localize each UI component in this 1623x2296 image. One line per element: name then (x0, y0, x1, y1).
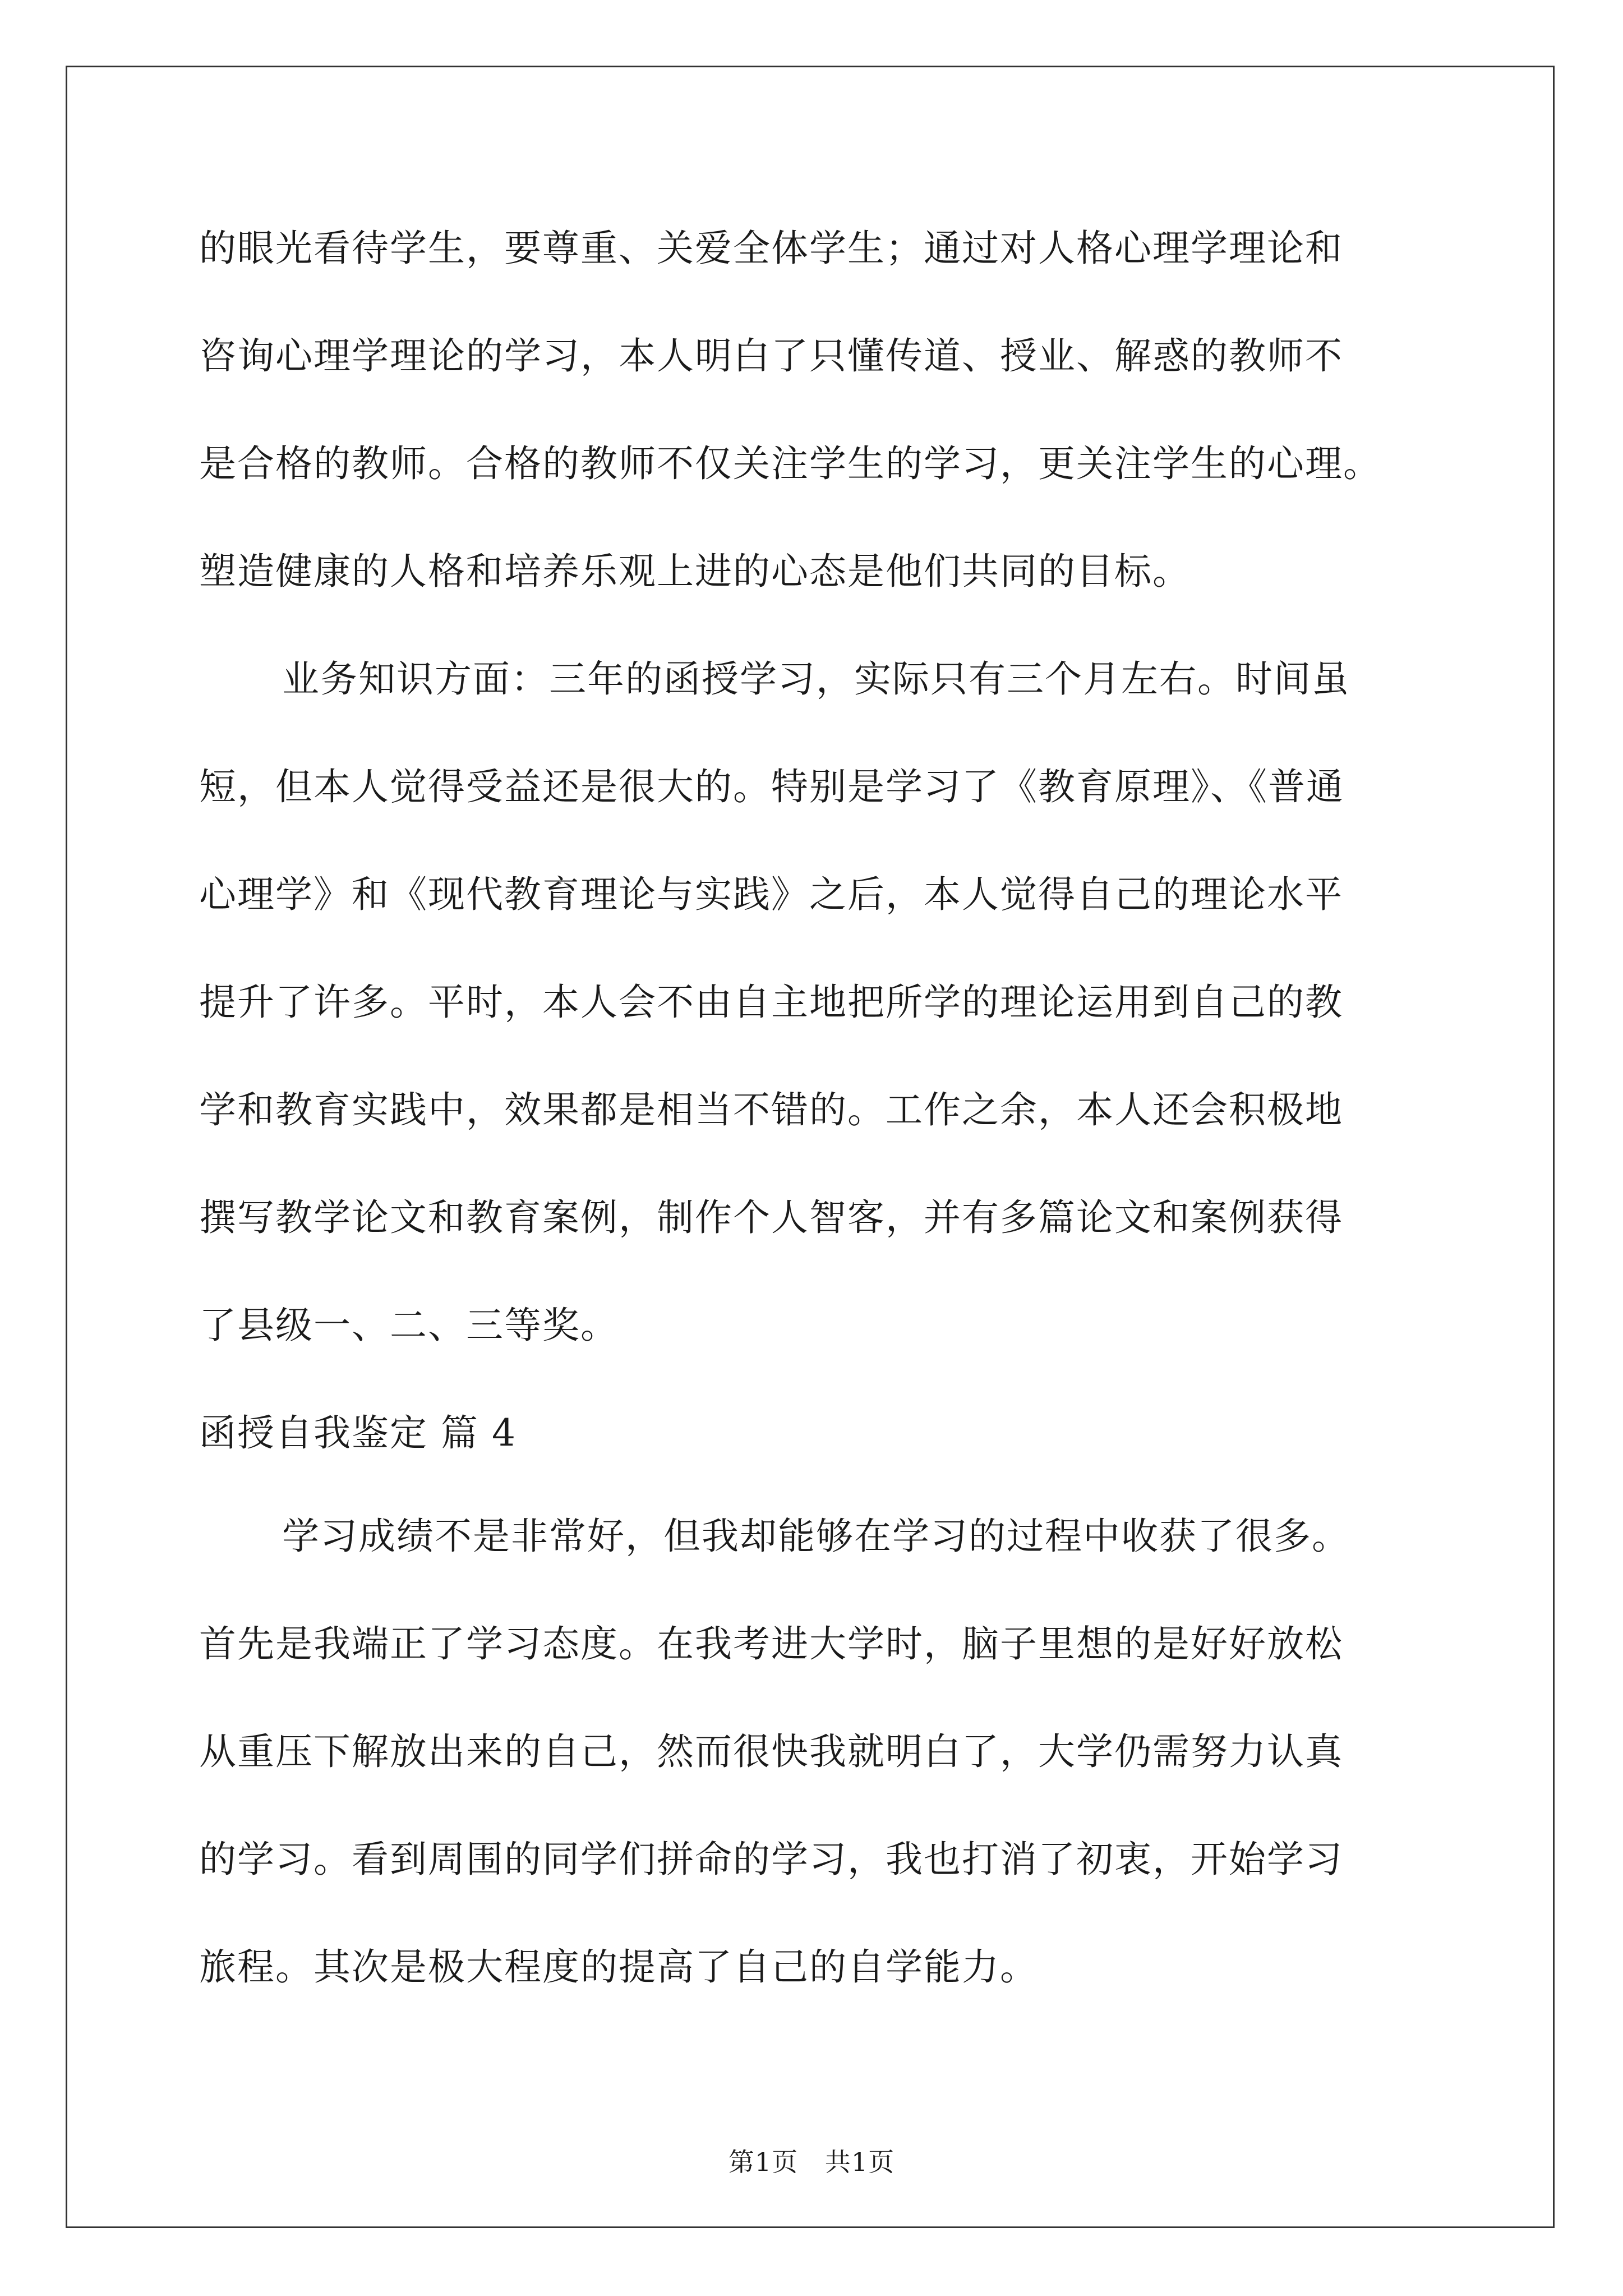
section-heading: 函授自我鉴定 篇 4 (199, 1411, 517, 1455)
page-number-total: 共1页 (824, 2147, 895, 2177)
text-line-3: 是合格的教师。合格的教师不仅关注学生的学习，更关注学生的心理。 (199, 442, 1381, 485)
text-line-12: 学习成绩不是非常好，但我却能够在学习的过程中收获了很多。 (282, 1515, 1350, 1558)
text-line-1: 的眼光看待学生，要尊重、关爱全体学生；通过对人格心理学理论和 (199, 227, 1343, 270)
page-number-current: 第1页 (728, 2147, 799, 2177)
text-line-9: 学和教育实践中，效果都是相当不错的。工作之余，本人还会积极地 (199, 1088, 1343, 1131)
text-line-5: 业务知识方面：三年的函授学习，实际只有三个月左右。时间虽 (282, 657, 1350, 701)
text-line-7: 心理学》和《现代教育理论与实践》之后，本人觉得自己的理论水平 (199, 873, 1343, 916)
text-line-14: 从重压下解放出来的自己，然而很快我就明白了，大学仍需努力认真 (199, 1730, 1343, 1773)
text-line-16: 旅程。其次是极大程度的提高了自己的自学能力。 (199, 1945, 1038, 1989)
text-line-4: 塑造健康的人格和培养乐观上进的心态是他们共同的目标。 (199, 550, 1191, 593)
text-line-13: 首先是我端正了学习态度。在我考进大学时，脑子里想的是好好放松 (199, 1622, 1343, 1665)
page-footer (0, 2142, 1623, 2179)
text-line-8: 提升了许多。平时，本人会不由自主地把所学的理论运用到自己的教 (199, 981, 1343, 1024)
text-line-2: 咨询心理学理论的学习，本人明白了只懂传道、授业、解惑的教师不 (199, 334, 1343, 378)
text-line-6: 短，但本人觉得受益还是很大的。特别是学习了《教育原理》、《普通 (199, 765, 1344, 808)
text-line-15: 的学习。看到周围的同学们拼命的学习，我也打消了初衷，开始学习 (199, 1838, 1343, 1881)
text-line-11: 了县级一、二、三等奖。 (199, 1304, 619, 1347)
document-body (199, 215, 1433, 2041)
text-line-10: 撰写教学论文和教育案例，制作个人智客，并有多篇论文和案例获得 (199, 1196, 1343, 1239)
